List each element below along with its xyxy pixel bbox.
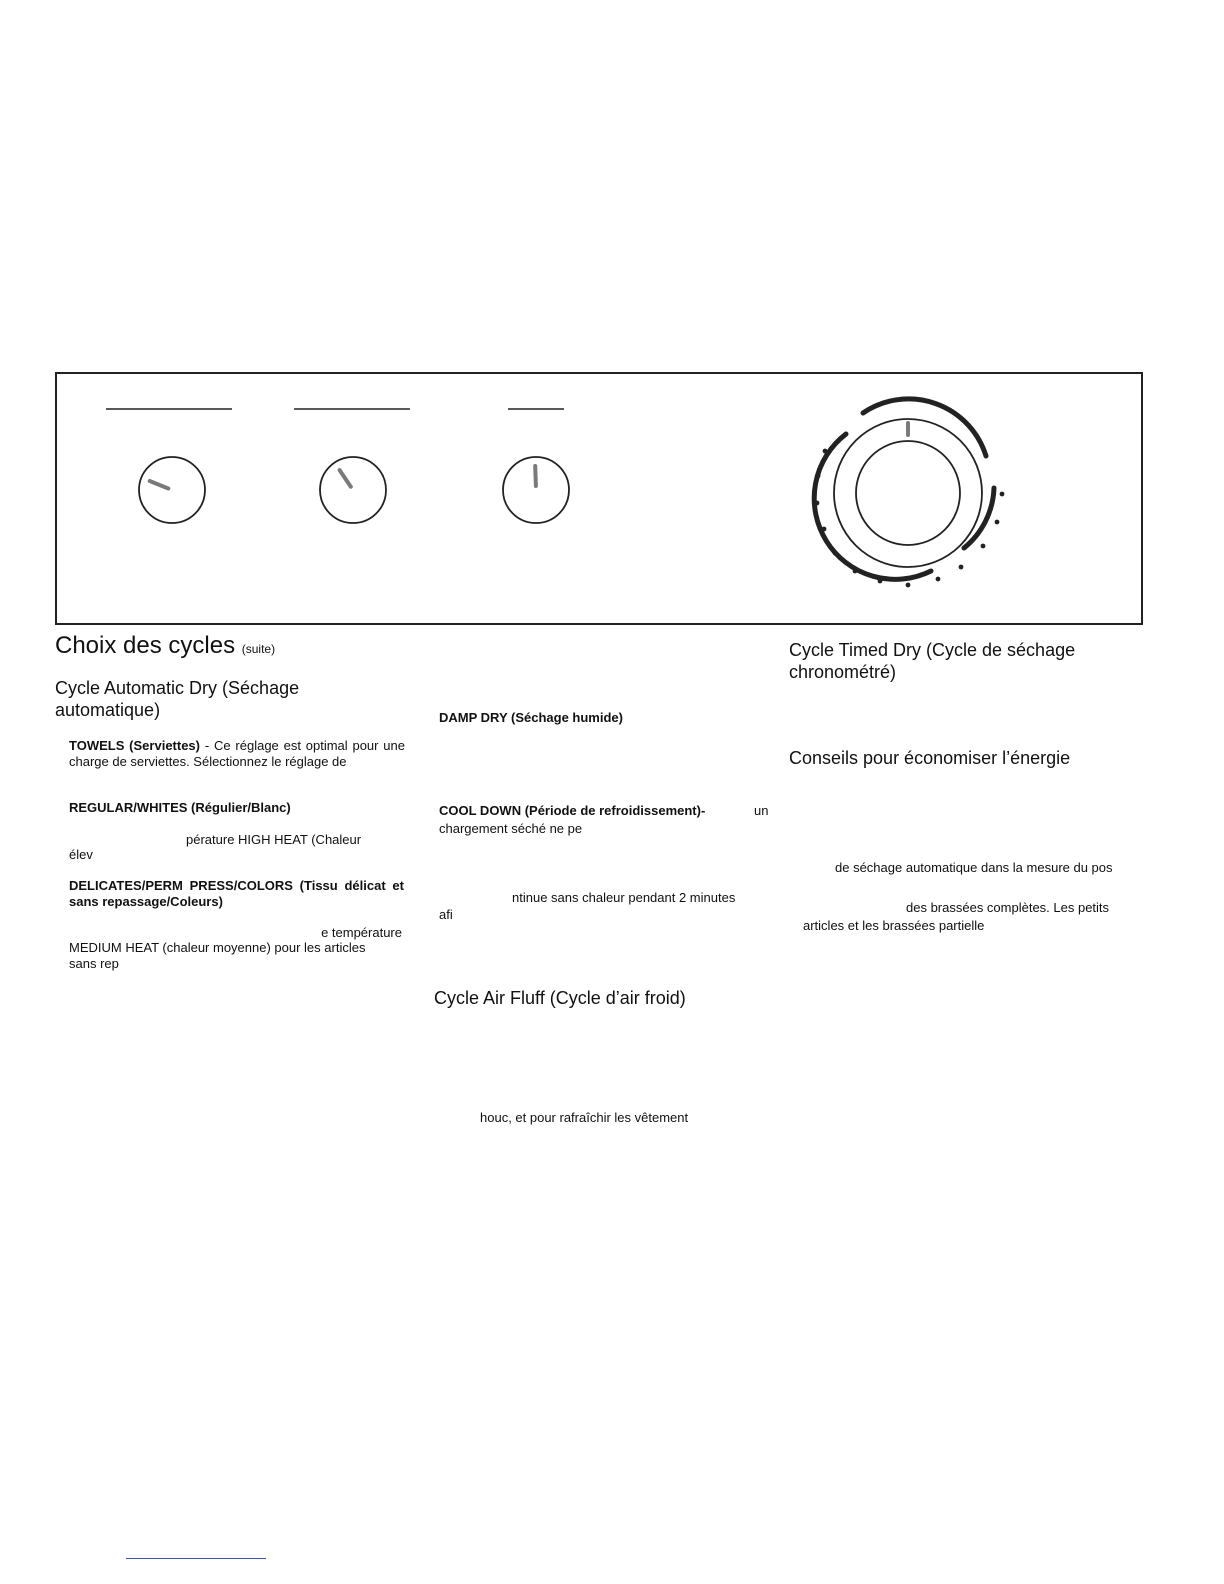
cool-down-line2: chargement séché ne pe [439, 821, 583, 836]
knob-right[interactable] [503, 457, 569, 523]
energy-fragment3: articles et les brassées partielle [803, 918, 985, 933]
knob-middle[interactable] [320, 457, 386, 523]
energy-tips-heading: Conseils pour économiser l’énergie [789, 748, 1071, 768]
regular-fragment-line2: élev [69, 847, 93, 862]
page-title: Choix des cycles (suite) [55, 632, 276, 659]
cycle-dial[interactable] [814, 399, 1004, 587]
delicates-fragment-line3: sans rep [69, 956, 119, 971]
air-fluff-heading: Cycle Air Fluff (Cycle d’air froid) [434, 988, 686, 1008]
air-fluff-fragment: houc, et pour rafraîchir les vêtement [480, 1110, 689, 1125]
cool-fragment-line1: ntinue sans chaleur pendant 2 minutes [512, 890, 736, 905]
footer-rule [126, 1558, 266, 1559]
cool-fragment-line2: afi [439, 907, 453, 922]
timed-dry-heading: Cycle Timed Dry (Cycle de séchage chronométré) [789, 640, 1076, 682]
regular-fragment-line1: pérature HIGH HEAT (Chaleur [186, 832, 362, 847]
towels-text: - Ce réglage est optimal pour une charge de serviettes. Sélectionnez le réglage de [69, 738, 405, 769]
delicates-fragment-line1: e température [321, 925, 402, 940]
page-title-suffix: (suite) [241, 642, 276, 656]
control-panel [55, 372, 1143, 625]
dial-inner-ring [856, 441, 960, 545]
regular-whites-label: REGULAR/WHITES (Régulier/Blanc) [69, 800, 291, 815]
damp-dry-label: DAMP DRY (Séchage humide) [439, 710, 623, 725]
delicates-label: DELICATES/PERM PRESS/COLORS (Tissu délicat et sans repassage/Coleurs) [69, 878, 404, 909]
knob-right-pointer [535, 466, 536, 486]
energy-fragment1: de séchage automatique dans la mesure du pos [835, 860, 1113, 875]
knob-left[interactable] [139, 457, 205, 523]
automatic-dry-heading: Cycle Automatic Dry (Séchage automatique) [55, 678, 300, 720]
delicates-fragment-line2: MEDIUM HEAT (chaleur moyenne) pour les articles [69, 940, 366, 955]
towels-paragraph [69, 738, 405, 770]
towels-label: TOWELS (Serviettes) [69, 738, 200, 753]
cool-down-trail: un [754, 803, 769, 818]
control-panel-drawing [55, 372, 1143, 625]
cool-down-label: COOL DOWN (Période de refroidissement)- [439, 803, 706, 818]
energy-fragment2: des brassées complètes. Les petits [906, 900, 1110, 915]
